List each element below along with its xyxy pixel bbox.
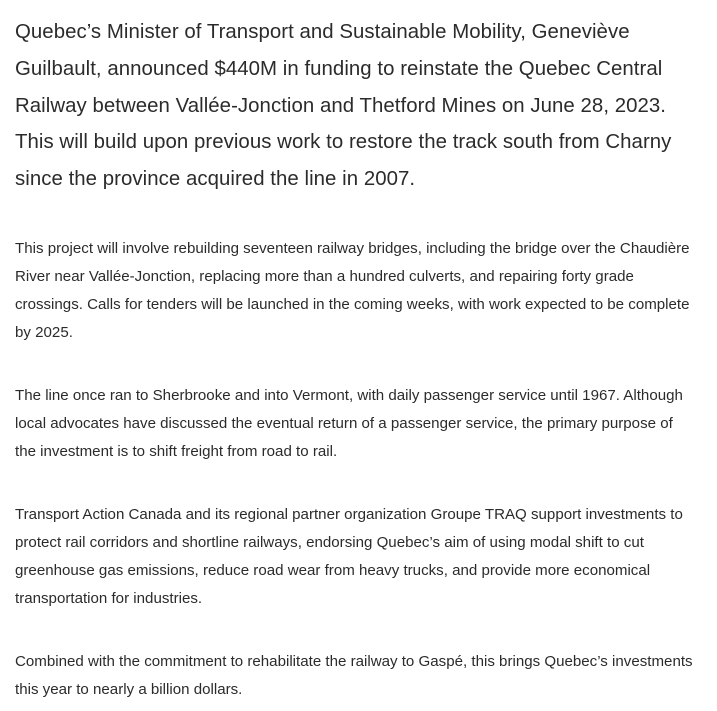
article-paragraph-support: Transport Action Canada and its regional partner organization Groupe TRAQ support investments to protect rail corridors and shortline railways, endorsing Quebec’s aim of using modal shift to cut greenhouse gas emissions, reduce road wear from heavy trucks, and provide more economical transportation for industries. (15, 505, 683, 607)
article-paragraph-investments: Combined with the commitment to rehabilitate the railway to Gaspé, this brings Quebec’s investments this year to nearly a billion dollars. (15, 652, 693, 698)
article-paragraph-history: The line once ran to Sherbrooke and into Vermont, with daily passenger service until 1967. Although local advocates have discussed the eventual return of a passenger service, the primary purpose of the investment is to shift freight from road to rail. (15, 386, 683, 460)
article-paragraph-bridges: This project will involve rebuilding seventeen railway bridges, including the bridge over the Chaudière River near Vallée-Jonction, replacing more than a hundred culverts, and repairing forty grade crossings. Calls for tenders will be launched in the coming weeks, with work expected to be complete by 2025. (15, 239, 690, 341)
article-lead-paragraph: Quebec’s Minister of Transport and Sustainable Mobility, Geneviève Guilbault, announced $440M in funding to reinstate the Quebec Central Railway between Vallée-Jonction and Thetford Mines on June 28, 2023. This will build upon previous work to restore the track south from Charny since the province acquired the line in 2007. (15, 21, 672, 191)
